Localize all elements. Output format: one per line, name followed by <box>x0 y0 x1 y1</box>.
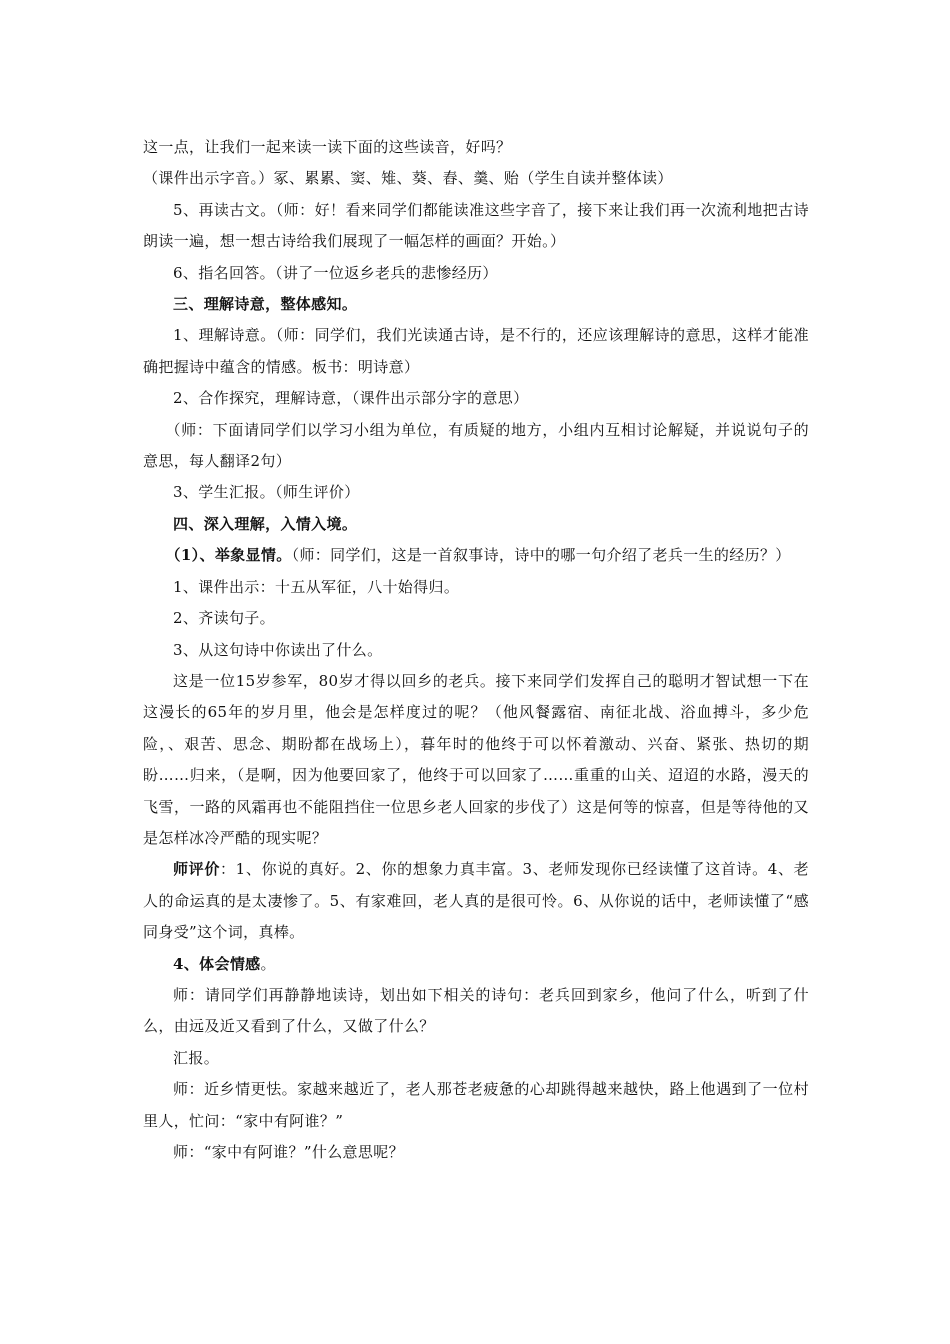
paragraph <box>143 949 809 980</box>
paragraph: 2、齐读句子。 <box>173 609 275 628</box>
paragraph <box>143 854 809 948</box>
paragraph: 这是一位15岁参军，80岁才得以回乡的老兵。接下来同学们发挥自己的聪明才智试想一下在这漫长的65年的岁月里，他会是怎样度过的呢？（他风餐露宿、南征北战、浴血搏斗，多少危险，、艰苦、思念、期盼都在战场上），暮年时的他终于可以怀着激动、兴奋、紧张、热切的期盼……归来，（是啊，因为他要回家了，他终于可以回家了……重重的山关、迢迢的水路，漫天的飞雪，一路的风霜再也不能阻挡住一位思乡老人回家的步伐了）这是何等的惊喜，但是等待他的又是怎样冰冷严酷的现实呢？ <box>143 671 809 847</box>
paragraph: 3、学生汇报。（师生评价） <box>173 483 360 502</box>
lead-text: ：1、你说的真好。2、你的想象力真丰富。3、老师发现你已经读懂了这首诗。4、老人的命运真的是太凄惨了。5、有家难回，老人真的是很可怜。6、从你说的话中，老师读懂了“感同身受”这个词，真棒。 <box>143 860 809 942</box>
paragraph: （课件出示字音。）冢、累累、窦、雉、葵、舂、羹、贻（学生自读并整体读） <box>143 169 673 188</box>
paragraph: 1、课件出示：十五从军征，八十始得归。 <box>173 577 460 596</box>
document-body <box>143 132 809 1168</box>
lead-text: 。 <box>260 954 276 973</box>
paragraph: 这一点，让我们一起来读一读下面的这些读音，好吗？ <box>143 138 512 156</box>
lead-bold: （1）、举象显情。 <box>165 546 292 565</box>
paragraph: 2、合作探究，理解诗意，（课件出示部分字的意思） <box>173 389 529 408</box>
lead-bold: 师评价 <box>173 860 221 879</box>
paragraph: 1、理解诗意。（师：同学们，我们光读通古诗，是不行的，还应该理解诗的意思，这样才能准确把握诗中蕴含的情感。板书：明诗意） <box>143 326 809 376</box>
lead-bold: 4、体会情感 <box>173 954 261 973</box>
paragraph <box>143 540 809 571</box>
paragraph: 6、指名回答。（讲了一位返乡老兵的悲惨经历） <box>173 263 498 282</box>
paragraph: 师：请同学们再静静地读诗，划出如下相关的诗句：老兵回到家乡，他问了什么，听到了什么，由远及近又看到了什么，又做了什么？ <box>143 985 809 1036</box>
section-heading: 四、深入理解，入情入境。 <box>173 514 358 533</box>
section-heading: 三、理解诗意，整体感知。 <box>173 295 358 314</box>
paragraph: 5、再读古文。（师：好！看来同学们都能读准这些字音了，接下来让我们再一次流利地把古诗朗读一遍，想一想古诗给我们展现了一幅怎样的画面？开始。） <box>143 200 809 251</box>
paragraph: 师：近乡情更怯。家越来越近了，老人那苍老疲惫的心却跳得越来越快，路上他遇到了一位村里人，忙问：“家中有阿谁？” <box>143 1080 809 1130</box>
paragraph: 3、从这句诗中你读出了什么。 <box>173 640 383 659</box>
paragraph: 汇报。 <box>173 1048 220 1067</box>
paragraph: （师：下面请同学们以学习小组为单位，有质疑的地方，小组内互相讨论解疑，并说说句子的意思，每人翻译2句） <box>143 420 809 471</box>
paragraph: 师：“家中有阿谁？”什么意思呢？ <box>173 1143 404 1161</box>
lead-text: （师：同学们，这是一首叙事诗，诗中的哪一句介绍了老兵一生的经历？） <box>291 546 791 565</box>
